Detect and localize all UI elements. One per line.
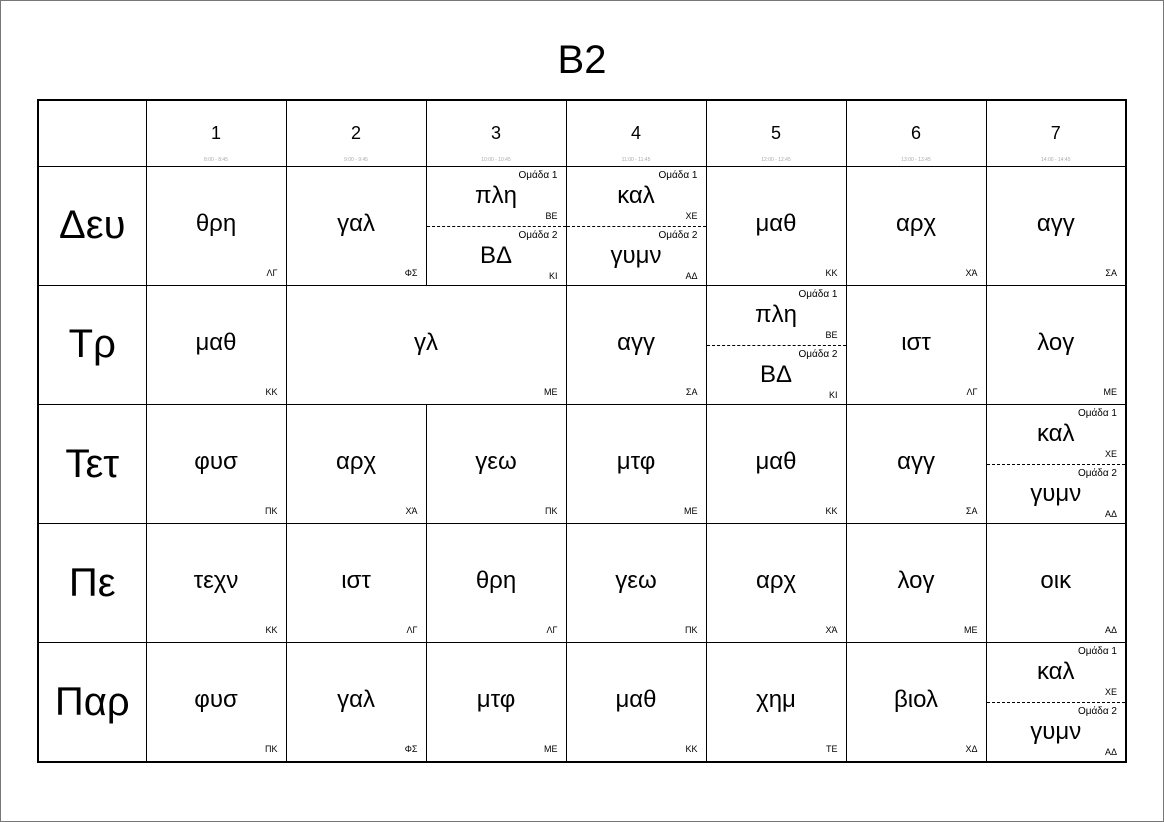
teacher-code: ΜΕ	[684, 506, 698, 517]
group-label: Ομάδα 1	[1077, 407, 1117, 419]
teacher-code: ΑΔ	[685, 270, 698, 281]
subject-label: μαθ	[755, 209, 797, 237]
group-lesson	[427, 167, 566, 227]
subject-label: καλ	[1036, 419, 1075, 447]
slot-number: 3	[490, 123, 501, 143]
day-row	[38, 166, 1126, 285]
lesson-cell	[706, 643, 846, 762]
teacher-code: ΛΓ	[406, 625, 418, 636]
subject-label: αρχ	[755, 567, 797, 595]
slot-number: 5	[770, 123, 781, 143]
lesson-cell	[146, 285, 286, 404]
group-label: Ομάδα 2	[1077, 467, 1117, 479]
teacher-code: ΤΕ	[825, 744, 838, 754]
slot-time: 13:00 - 13:45	[901, 157, 931, 163]
lesson-cell	[986, 166, 1126, 285]
slot-header-cell	[426, 100, 566, 166]
lesson-cell	[286, 404, 426, 523]
teacher-code: ΚΙ	[828, 389, 838, 400]
teacher-code: ΠΚ	[264, 506, 278, 517]
page-title: B2	[557, 38, 607, 82]
lesson-cell	[986, 285, 1126, 404]
subject-label: πλη	[475, 181, 517, 209]
slot-header-cell	[286, 100, 426, 166]
lesson-cell	[846, 524, 986, 643]
teacher-code: ΛΓ	[966, 386, 978, 397]
slot-number: 6	[910, 123, 921, 143]
subject-label: γυμν	[1030, 479, 1082, 507]
lesson-cell	[566, 524, 706, 643]
header-row	[38, 100, 1126, 166]
group-label: Ομάδα 2	[798, 348, 838, 360]
teacher-code: ΧΕ	[685, 210, 698, 221]
subject-label: γαλ	[337, 209, 375, 237]
subject-label: μαθ	[195, 328, 237, 356]
slot-time: 11:00 - 11:45	[621, 157, 651, 163]
lesson-cell	[846, 404, 986, 523]
teacher-code: ΦΣ	[404, 267, 418, 278]
split-lesson	[987, 405, 1126, 523]
lesson-cell	[846, 285, 986, 404]
lesson-cell	[146, 166, 286, 285]
teacher-code: ΧΕ	[1104, 687, 1117, 698]
subject-label: τεχν	[193, 567, 239, 595]
group-lesson	[707, 286, 846, 346]
teacher-code: ΒΕ	[825, 329, 838, 340]
lesson-cell	[566, 285, 706, 404]
day-label: Παρ	[38, 643, 146, 762]
subject-label: αγγ	[897, 447, 935, 475]
lesson-cell	[846, 643, 986, 762]
teacher-code: ΚΚ	[265, 625, 278, 636]
lesson-cell	[706, 524, 846, 643]
day-row	[38, 285, 1126, 404]
subject-label: καλ	[1036, 658, 1075, 686]
subject-label: μαθ	[615, 686, 657, 714]
day-row	[38, 524, 1126, 643]
lesson-cell	[566, 166, 706, 285]
teacher-code: ΚΚ	[265, 386, 278, 397]
subject-label: μτφ	[476, 686, 516, 714]
day-label: Πε	[38, 524, 146, 643]
subject-label: καλ	[617, 181, 655, 209]
group-lesson	[987, 703, 1126, 762]
day-row	[38, 643, 1126, 762]
subject-label: γλ	[414, 328, 438, 356]
slot-header-cell	[146, 100, 286, 166]
teacher-code: ΜΕ	[1103, 386, 1117, 397]
group-label: Ομάδα 1	[1077, 646, 1117, 658]
slot-number: 7	[1050, 123, 1061, 143]
group-lesson	[427, 227, 566, 286]
group-lesson	[567, 227, 706, 286]
teacher-code: ΦΣ	[404, 744, 418, 754]
lesson-cell	[426, 404, 566, 523]
lesson-cell	[426, 524, 566, 643]
day-label: Τρ	[38, 285, 146, 404]
group-label: Ομάδα 1	[518, 169, 558, 181]
split-lesson	[707, 286, 846, 404]
subject-label: φυσ	[194, 686, 238, 714]
subject-label: χημ	[756, 686, 796, 714]
lesson-cell	[846, 166, 986, 285]
teacher-code: ΛΓ	[266, 267, 278, 278]
teacher-code: ΑΔ	[1104, 625, 1117, 636]
lesson-cell	[146, 404, 286, 523]
split-lesson	[987, 643, 1126, 761]
teacher-code: ΣΑ	[965, 506, 978, 517]
subject-label: αγγ	[617, 328, 655, 356]
teacher-code: ΑΔ	[1104, 747, 1117, 758]
group-label: Ομάδα 1	[798, 288, 838, 300]
lesson-cell	[426, 166, 566, 285]
group-lesson	[987, 643, 1126, 703]
subject-label: θρη	[195, 209, 237, 237]
teacher-code: ΠΚ	[684, 625, 698, 636]
lesson-cell	[146, 643, 286, 762]
subject-label: ΒΔ	[759, 360, 793, 388]
slot-number: 2	[350, 123, 361, 143]
subject-label: αγγ	[1036, 209, 1075, 237]
subject-label: μτφ	[616, 447, 656, 475]
teacher-code: ΚΚ	[825, 506, 838, 517]
day-row	[38, 404, 1126, 523]
subject-label: ιστ	[901, 328, 931, 356]
day-label: Δευ	[38, 166, 146, 285]
subject-label: ιστ	[341, 567, 371, 595]
lesson-cell	[566, 643, 706, 762]
teacher-code: ΣΑ	[1105, 267, 1117, 278]
subject-label: γεω	[615, 567, 657, 595]
subject-label: γαλ	[337, 686, 375, 714]
group-label: Ομάδα 2	[658, 229, 698, 241]
teacher-code: ΧΆ	[965, 267, 978, 278]
subject-label: αρχ	[335, 447, 377, 475]
subject-label: λογ	[897, 567, 935, 595]
slot-header-cell	[846, 100, 986, 166]
subject-label: μαθ	[755, 447, 797, 475]
teacher-code: ΚΚ	[685, 744, 698, 754]
slot-time: 9:00 - 9:45	[344, 157, 368, 163]
lesson-cell	[426, 643, 566, 762]
subject-label: λογ	[1037, 328, 1075, 356]
lesson-cell	[286, 643, 426, 762]
subject-label: φυσ	[194, 447, 238, 475]
teacher-code: ΧΆ	[405, 506, 418, 517]
slot-number: 1	[210, 123, 221, 143]
subject-label: γεω	[475, 447, 517, 475]
teacher-code: ΧΕ	[1104, 448, 1117, 459]
slot-header-cell	[986, 100, 1126, 166]
slot-time: 12:00 - 12:45	[761, 157, 791, 163]
subject-label: γυμν	[1030, 718, 1082, 746]
teacher-code: ΑΔ	[1104, 508, 1117, 519]
slot-header-cell	[566, 100, 706, 166]
lesson-cell	[566, 404, 706, 523]
subject-label: οικ	[1040, 567, 1072, 595]
lesson-cell	[706, 285, 846, 404]
slot-time: 10:00 - 10:45	[481, 157, 511, 163]
slot-time: 14:00 - 14:45	[1041, 157, 1071, 163]
lesson-cell	[146, 524, 286, 643]
lesson-cell	[706, 404, 846, 523]
slot-header-cell	[706, 100, 846, 166]
group-lesson	[987, 465, 1126, 524]
split-lesson	[427, 167, 566, 285]
lesson-cell	[286, 524, 426, 643]
teacher-code: ΠΚ	[544, 506, 558, 517]
teacher-code: ΜΕ	[544, 386, 558, 397]
day-label: Τετ	[38, 404, 146, 523]
lesson-cell	[986, 643, 1126, 762]
group-label: Ομάδα 2	[518, 229, 558, 241]
teacher-code: ΣΑ	[685, 386, 698, 397]
teacher-code: ΜΕ	[964, 625, 978, 636]
subject-label: γυμν	[610, 241, 662, 269]
subject-label: βιολ	[893, 686, 939, 714]
teacher-code: ΧΆ	[825, 625, 838, 636]
slot-number: 4	[630, 123, 641, 143]
teacher-code: ΛΓ	[546, 625, 558, 636]
lesson-cell	[986, 524, 1126, 643]
corner-cell	[38, 100, 146, 166]
teacher-code: ΠΚ	[264, 744, 278, 754]
teacher-code: ΧΔ	[965, 744, 978, 754]
timetable	[37, 99, 1127, 763]
group-lesson	[987, 405, 1126, 465]
teacher-code: ΜΕ	[544, 744, 558, 754]
slot-time: 8:00 - 8:45	[204, 157, 228, 163]
subject-label: αρχ	[895, 209, 937, 237]
subject-label: πλη	[755, 300, 797, 328]
group-label: Ομάδα 1	[658, 169, 698, 181]
subject-label: ΒΔ	[479, 241, 513, 269]
lesson-cell	[986, 404, 1126, 523]
split-lesson	[567, 167, 706, 285]
group-label: Ομάδα 2	[1077, 706, 1117, 718]
teacher-code: ΚΚ	[825, 267, 838, 278]
subject-label: θρη	[475, 567, 517, 595]
lesson-cell	[706, 166, 846, 285]
group-lesson	[707, 346, 846, 405]
group-lesson	[567, 167, 706, 227]
lesson-cell	[286, 166, 426, 285]
teacher-code: ΒΕ	[545, 210, 558, 221]
teacher-code: ΚΙ	[548, 270, 558, 281]
lesson-cell	[286, 285, 566, 404]
